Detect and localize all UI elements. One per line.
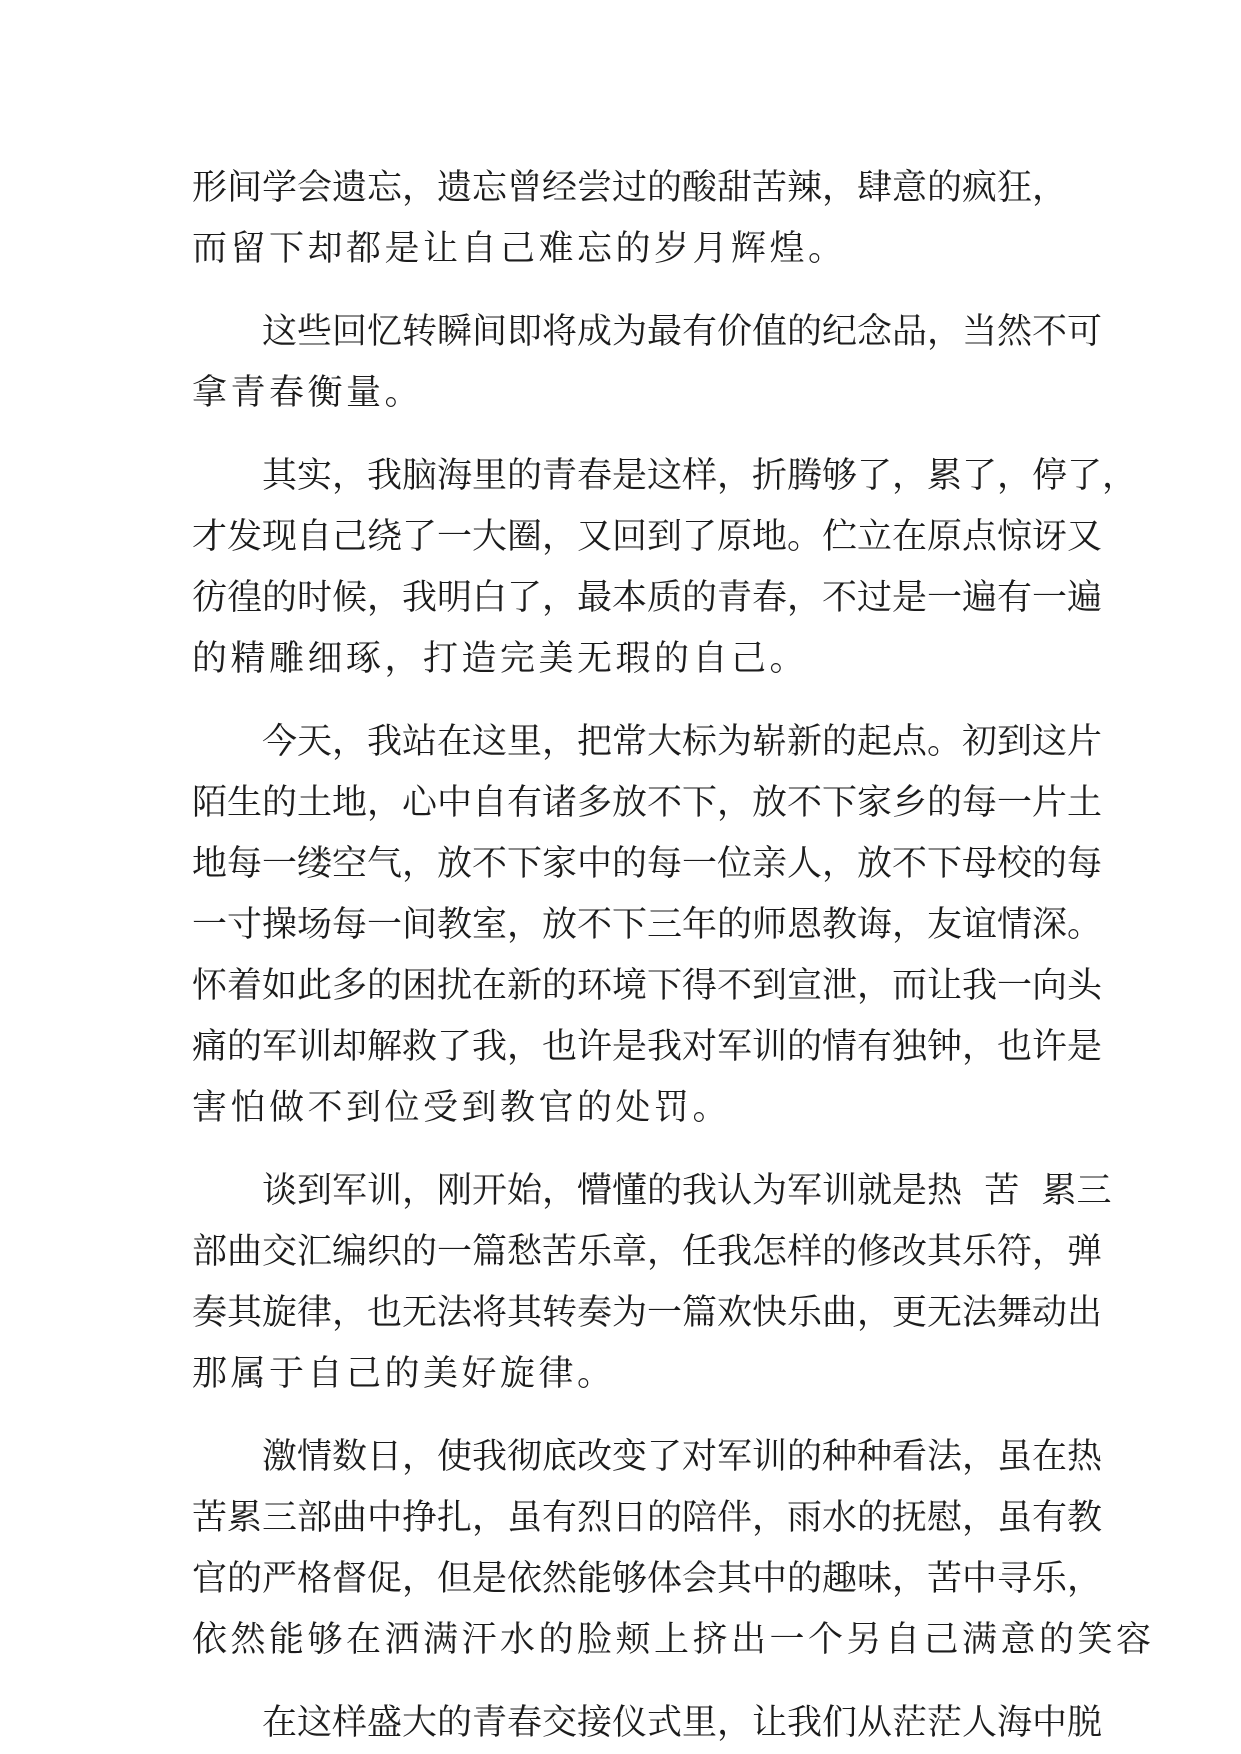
paragraph-line: 害怕做不到位受到教官的处罚。: [192, 1088, 732, 1128]
paragraph-line: 这些回忆转瞬间即将成为最有价值的纪念品，当然不可: [262, 312, 1103, 352]
paragraph-line: 在这样盛大的青春交接仪式里，让我们从茫茫人海中脱: [262, 1703, 1103, 1743]
paragraph-line: 今天，我站在这里，把常大标为崭新的起点。初到这片: [262, 722, 1103, 762]
paragraph: [192, 1161, 1112, 1405]
paragraph-line: 依然能够在洒满汗水的脸颊上挤出一个另自己满意的笑容: [192, 1620, 1155, 1660]
paragraph-line: 奏其旋律，也无法将其转奏为一篇欢快乐曲，更无法舞动出: [192, 1293, 1103, 1333]
paragraph: [192, 446, 1138, 690]
paragraph-line: 一寸操场每一间教室，放不下三年的师恩教诲，友谊情深。: [192, 905, 1103, 945]
paragraph-line: 苦累三部曲中挣扎，虽有烈日的陪伴，雨水的抚慰，虽有教: [192, 1498, 1103, 1538]
document-body: [192, 158, 1155, 1754]
paragraph-line: 形间学会遗忘，遗忘曾经尝过的酸甜苦辣，肆意的疯狂，: [192, 168, 1068, 208]
paragraph: [192, 1427, 1155, 1671]
paragraph-line: 怀着如此多的困扰在新的环境下得不到宣泄，而让我一向头: [192, 966, 1103, 1006]
paragraph-line: 其实，我脑海里的青春是这样，折腾够了，累了，停了，: [262, 456, 1138, 496]
paragraph-line: 拿青春衡量。: [192, 373, 424, 413]
paragraph-line: 激情数日，使我彻底改变了对军训的种种看法，虽在热: [262, 1437, 1103, 1477]
paragraph-line: 彷徨的时候，我明白了，最本质的青春，不过是一遍有一遍: [192, 578, 1103, 618]
paragraph-line: 的精雕细琢，打造完美无瑕的自己。: [192, 639, 809, 679]
paragraph: [192, 712, 1103, 1139]
paragraph-line: 官的严格督促，但是依然能够体会其中的趣味，苦中寻乐，: [192, 1559, 1103, 1599]
paragraph: [192, 1693, 1103, 1754]
paragraph-line: 才发现自己绕了一大圈，又回到了原地。伫立在原点惊讶又: [192, 517, 1103, 557]
paragraph-line: 谈到军训，刚开始，懵懂的我认为军训就是热 苦 累三: [262, 1171, 1112, 1211]
paragraph-line: 部曲交汇编织的一篇愁苦乐章，任我怎样的修改其乐符，弹: [192, 1232, 1103, 1272]
paragraph-line: 痛的军训却解救了我，也许是我对军训的情有独钟，也许是: [192, 1027, 1103, 1067]
paragraph-line: 陌生的土地，心中自有诸多放不下，放不下家乡的每一片土: [192, 783, 1103, 823]
paragraph: [192, 158, 1068, 280]
paragraph-line: 那属于自己的美好旋律。: [192, 1354, 616, 1394]
paragraph-line: 而留下却都是让自己难忘的岁月辉煌。: [192, 229, 847, 269]
paragraph: [192, 302, 1103, 424]
paragraph-line: 地每一缕空气，放不下家中的每一位亲人，放不下母校的每: [192, 844, 1103, 884]
